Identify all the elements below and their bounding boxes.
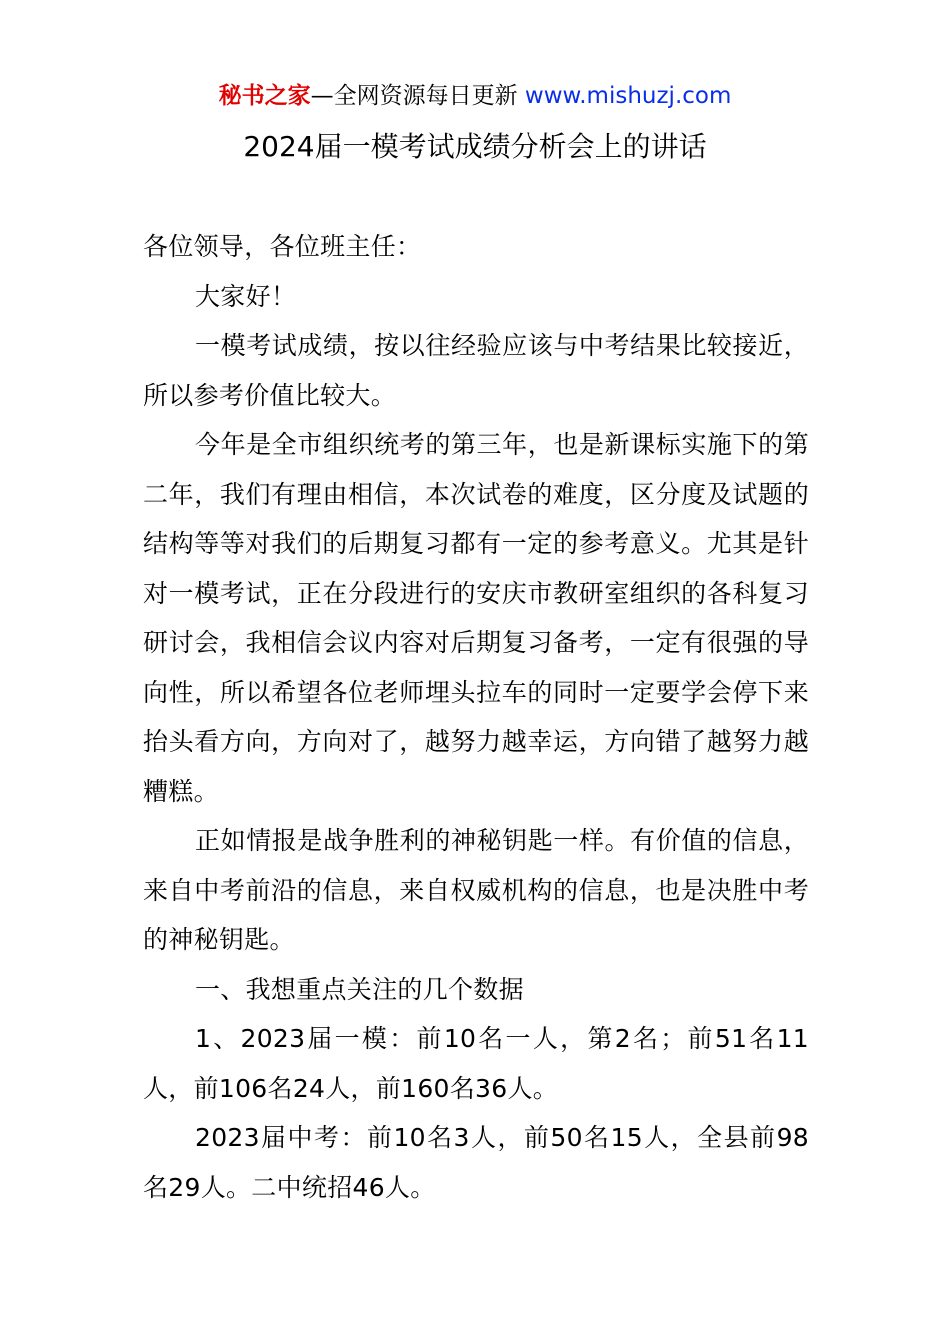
site-name: 秘书之家 [218, 83, 311, 109]
salutation-paragraph: 各位领导，各位班主任： [143, 232, 422, 261]
site-url-link[interactable]: www.mishuzj.com [524, 83, 732, 109]
body-paragraph: 今年是全市组织统考的第三年，也是新课标实施下的第二年，我们有理由相信，本次试卷的难度，区分度及试题的结构等等对我们的后期复习都有一定的参考意义。尤其是针对一模考试，正在分段进行的安庆市教研室组织的各科复习研讨会，我相信会议内容对后期复习备考，一定有很强的导向性，所以希望各位老师埋头拉车的同时一定要学会停下来抬头看方向，方向对了，越努力越幸运，方向错了越努力越糟糕。 [143, 430, 809, 806]
site-header [0, 80, 950, 112]
site-tagline: —全网资源每日更新 [310, 83, 518, 109]
body-paragraph: 正如情报是战争胜利的神秘钥匙一样。有价值的信息，来自中考前沿的信息，来自权威机构的信息，也是决胜中考的神秘钥匙。 [143, 826, 809, 954]
body-paragraph: 一模考试成绩，按以往经验应该与中考结果比较接近，所以参考价值比较大。 [143, 331, 809, 410]
section-heading: 一、我想重点关注的几个数据 [195, 974, 524, 1004]
data-paragraph: 2023届中考：前10名3人，前50名15人，全县前98名29人。二中统招46人。 [143, 1123, 809, 1202]
document-body [143, 222, 809, 1212]
greeting-paragraph: 大家好！ [195, 281, 297, 311]
document-title: 2024届一模考试成绩分析会上的讲话 [243, 130, 707, 163]
data-paragraph: 1、2023届一模：前10名一人，第2名；前51名11人，前106名24人，前160名36人。 [143, 1024, 809, 1103]
